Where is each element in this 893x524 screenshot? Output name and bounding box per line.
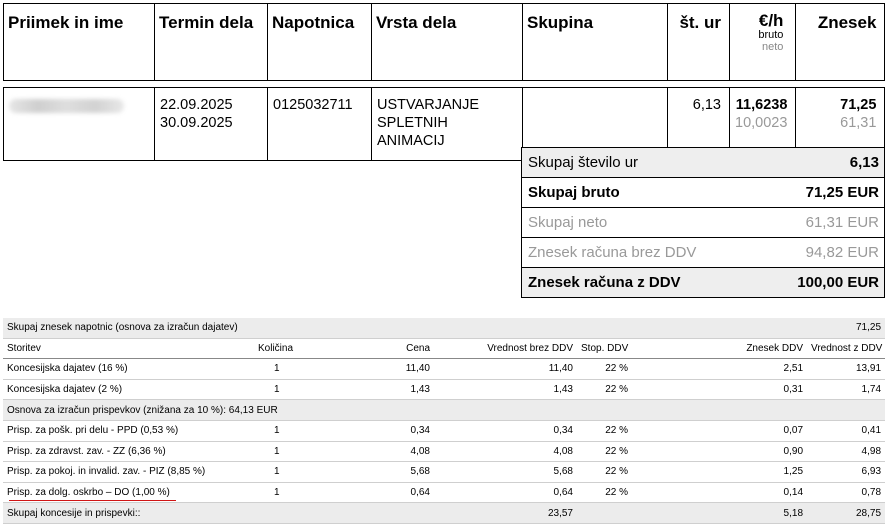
cell: 0,41 [807,420,885,441]
cell: 22 % [577,379,632,400]
cell [3,482,233,503]
cell: 1 [233,462,315,483]
term-cell [155,88,268,161]
work-type-line: ANIMACIJ [377,133,445,149]
cell: 4,08 [434,441,577,462]
col-type-header: Vrsta dela [372,4,523,81]
rate-header-label: €/h [758,11,784,30]
table-row [3,462,885,483]
table-row [3,379,885,400]
table-row [3,441,885,462]
cell: 0,14 [632,482,807,503]
summary-label: Skupaj število ur [522,148,762,178]
hours-cell: 6,13 [668,88,730,161]
summary-label: Skupaj bruto [522,178,762,208]
date-from: 22.09.2025 [160,97,233,113]
col-term-header: Termin dela [155,4,268,81]
table-row [3,482,885,503]
total-no-vat: 23,57 [434,503,577,524]
cell: 1,43 [315,379,434,400]
cell: Koncesijska dajatev (2 %) [3,379,233,400]
cell: 4,08 [315,441,434,462]
cell: 4,98 [807,441,885,462]
levies-col-header: Vrednost z DDV [807,338,885,359]
cell: 1,25 [632,462,807,483]
cell: 1 [233,441,315,462]
cell: Prisp. za pokoj. in invalid. zav. - PIZ (8,85 %) [3,462,233,483]
work-type-cell [372,88,523,161]
amount-neto: 61,31 [840,115,877,131]
cell: 0,90 [632,441,807,462]
summary-table [521,147,885,298]
summary-value: 6,13 [761,148,884,178]
contrib-base-label: Osnova za izračun prispevkov (znižana za 10 %): 64,13 EUR [3,400,885,421]
cell: 0,64 [315,482,434,503]
person-name-cell [4,88,155,161]
col-napotnica-header: Napotnica [268,4,372,81]
empty-cell [577,503,632,524]
rate-bruto: 11,6238 [735,97,788,113]
summary-value: 71,25 EUR [761,178,884,208]
amount-bruto: 71,25 [840,97,877,113]
summary-label: Znesek računa z DDV [522,268,762,298]
cell: 1 [233,420,315,441]
underlined-label: Prisp. za dolg. oskrbo – DO (1,00 %) [7,487,170,499]
cell: 22 % [577,441,632,462]
cell: 0,64 [434,482,577,503]
cell: 1,43 [434,379,577,400]
levies-col-header: Storitev [3,338,233,359]
cell: 22 % [577,482,632,503]
napotnica-cell: 0125032711 [268,88,372,161]
col-hours-header: št. ur [668,4,730,81]
col-group-header: Skupina [523,4,668,81]
total-label: Skupaj koncesije in prispevki:: [3,503,434,524]
col-amount-header: Znesek [796,4,885,81]
table-row [3,359,885,380]
cell: Koncesijska dajatev (16 %) [3,359,233,380]
total-with-vat: 28,75 [807,503,885,524]
cell: Prisp. za zdravst. zav. - ZZ (6,36 %) [3,441,233,462]
base-value: 71,25 [807,318,885,338]
cell: 5,68 [315,462,434,483]
cell: 1 [233,379,315,400]
cell: 1 [233,359,315,380]
work-type-line: SPLETNIH [377,115,448,131]
cell: 0,78 [807,482,885,503]
cell: 22 % [577,462,632,483]
date-to: 30.09.2025 [160,115,233,131]
work-type-line: USTVARJANJE [377,97,480,113]
work-table [3,3,885,161]
rate-neto: 10,0023 [735,115,788,131]
summary-value: 94,82 EUR [761,238,884,268]
cell: 13,91 [807,359,885,380]
cell: 0,34 [315,420,434,441]
levies-table [3,318,885,524]
base-label: Skupaj znesek napotnic (osnova za izračun dajatev) [3,318,807,338]
cell: 0,07 [632,420,807,441]
cell: 1 [233,482,315,503]
cell: 5,68 [434,462,577,483]
summary-label: Znesek računa brez DDV [522,238,762,268]
cell: 6,93 [807,462,885,483]
cell: Prisp. za pošk. pri delu - PPD (0,53 %) [3,420,233,441]
table-row [3,420,885,441]
cell: 1,74 [807,379,885,400]
cell: 11,40 [434,359,577,380]
summary-value: 100,00 EUR [761,268,884,298]
cell: 22 % [577,420,632,441]
col-name-header: Priimek in ime [4,4,155,81]
col-rate-header [730,4,796,81]
rate-bruto-label: bruto [758,29,784,41]
levies-col-header: Količina [233,338,315,359]
cell: 0,31 [632,379,807,400]
levies-col-header: Vrednost brez DDV [434,338,577,359]
levies-col-header: Znesek DDV [632,338,807,359]
total-vat: 5,18 [632,503,807,524]
summary-value: 61,31 EUR [761,208,884,238]
cell: 11,40 [315,359,434,380]
cell: 2,51 [632,359,807,380]
cell: 0,34 [434,420,577,441]
redacted-name [9,99,124,113]
rate-neto-label: neto [762,41,784,53]
cell: 22 % [577,359,632,380]
levies-col-header: Cena [315,338,434,359]
summary-label: Skupaj neto [522,208,762,238]
levies-col-header: Stop. DDV [577,338,632,359]
